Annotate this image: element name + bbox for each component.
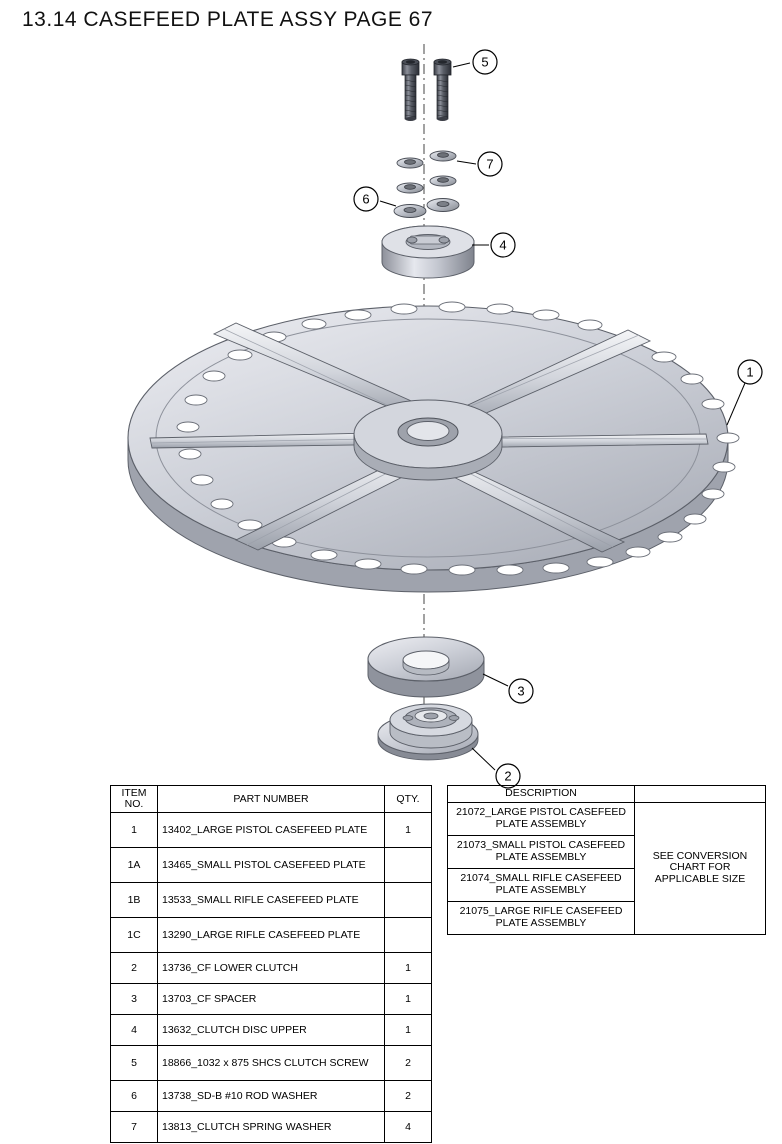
part-casefeed-plate <box>128 302 739 592</box>
balloon-7-label: 7 <box>486 156 494 172</box>
header-part-number: PART NUMBER <box>158 786 385 813</box>
table-row <box>111 848 432 883</box>
cell-qty: 1 <box>385 1015 432 1046</box>
table-row <box>111 1046 432 1081</box>
cell-qty: 1 <box>385 953 432 984</box>
header-item-line1: ITEM <box>121 787 147 799</box>
balloon-6 <box>354 187 378 211</box>
balloon-3-label: 3 <box>517 683 525 699</box>
part-rod-washers <box>394 199 459 218</box>
table-row <box>111 813 432 848</box>
cell-qty <box>385 883 432 918</box>
cell-item-no: 1B <box>111 883 158 918</box>
cell-item-no: 1 <box>111 813 158 848</box>
header-item-no <box>111 786 158 813</box>
balloon-7 <box>478 152 502 176</box>
cell-part-number: 13533_SMALL RIFLE CASEFEED PLATE <box>158 883 385 918</box>
balloon-4 <box>491 233 515 257</box>
cell-item-no: 6 <box>111 1081 158 1112</box>
cell-qty: 1 <box>385 984 432 1015</box>
cell-assembly-description: 21075_LARGE RIFLE CASEFEED PLATE ASSEMBLY <box>448 901 635 934</box>
cell-part-number: 13736_CF LOWER CLUTCH <box>158 953 385 984</box>
cell-part-number: 18866_1032 x 875 SHCS CLUTCH SCREW <box>158 1046 385 1081</box>
table-row <box>111 1015 432 1046</box>
part-clutch-spring-washers <box>397 151 456 193</box>
cell-conversion-note: SEE CONVERSION CHART FOR APPLICABLE SIZE <box>635 802 766 934</box>
header-item-line2: NO. <box>124 798 144 811</box>
desc-header-row <box>448 786 766 803</box>
header-note-spacer <box>635 786 766 803</box>
cell-item-no: 2 <box>111 953 158 984</box>
assembly-drawing-svg <box>0 34 782 784</box>
table-row <box>448 802 766 835</box>
table-row <box>111 883 432 918</box>
part-clutch-disc-upper <box>382 226 474 278</box>
cell-qty: 1 <box>385 813 432 848</box>
table-row <box>111 1112 432 1143</box>
balloon-5-label: 5 <box>481 54 489 70</box>
header-description: DESCRIPTION <box>448 786 635 803</box>
balloon-1 <box>738 360 762 384</box>
bill-of-materials-table <box>110 785 432 1143</box>
cell-part-number: 13813_CLUTCH SPRING WASHER <box>158 1112 385 1143</box>
cell-item-no: 4 <box>111 1015 158 1046</box>
cell-part-number: 13465_SMALL PISTOL CASEFEED PLATE <box>158 848 385 883</box>
cell-qty <box>385 848 432 883</box>
cell-qty: 2 <box>385 1081 432 1112</box>
cell-item-no: 1A <box>111 848 158 883</box>
cell-part-number: 13632_CLUTCH DISC UPPER <box>158 1015 385 1046</box>
part-cf-lower-clutch <box>378 704 478 760</box>
balloon-4-label: 4 <box>499 237 507 253</box>
cell-assembly-description: 21073_SMALL PISTOL CASEFEED PLATE ASSEMBLY <box>448 835 635 868</box>
exploded-assembly-diagram <box>0 34 782 784</box>
table-row <box>111 984 432 1015</box>
page-title: 13.14 CASEFEED PLATE ASSY PAGE 67 <box>22 8 434 31</box>
balloon-1-label: 1 <box>746 364 754 380</box>
table-row <box>111 1081 432 1112</box>
balloon-5 <box>473 50 497 74</box>
header-qty: QTY. <box>385 786 432 813</box>
cell-part-number: 13402_LARGE PISTOL CASEFEED PLATE <box>158 813 385 848</box>
description-table <box>447 785 766 935</box>
cell-assembly-description: 21072_LARGE PISTOL CASEFEED PLATE ASSEMBLY <box>448 802 635 835</box>
cell-part-number: 13290_LARGE RIFLE CASEFEED PLATE <box>158 918 385 953</box>
balloon-6-label: 6 <box>362 191 370 207</box>
part-clutch-screws <box>402 59 451 121</box>
cell-qty: 4 <box>385 1112 432 1143</box>
cell-item-no: 7 <box>111 1112 158 1143</box>
cell-item-no: 5 <box>111 1046 158 1081</box>
cell-assembly-description: 21074_SMALL RIFLE CASEFEED PLATE ASSEMBLY <box>448 868 635 901</box>
cell-item-no: 3 <box>111 984 158 1015</box>
cell-qty: 2 <box>385 1046 432 1081</box>
table-row <box>111 918 432 953</box>
cell-qty <box>385 918 432 953</box>
cell-part-number: 13703_CF SPACER <box>158 984 385 1015</box>
balloon-2-label: 2 <box>504 768 512 784</box>
cell-part-number: 13738_SD-B #10 ROD WASHER <box>158 1081 385 1112</box>
table-row <box>111 953 432 984</box>
cell-item-no: 1C <box>111 918 158 953</box>
table-header-row <box>111 786 432 813</box>
part-cf-spacer <box>368 637 484 697</box>
balloon-3 <box>509 679 533 703</box>
